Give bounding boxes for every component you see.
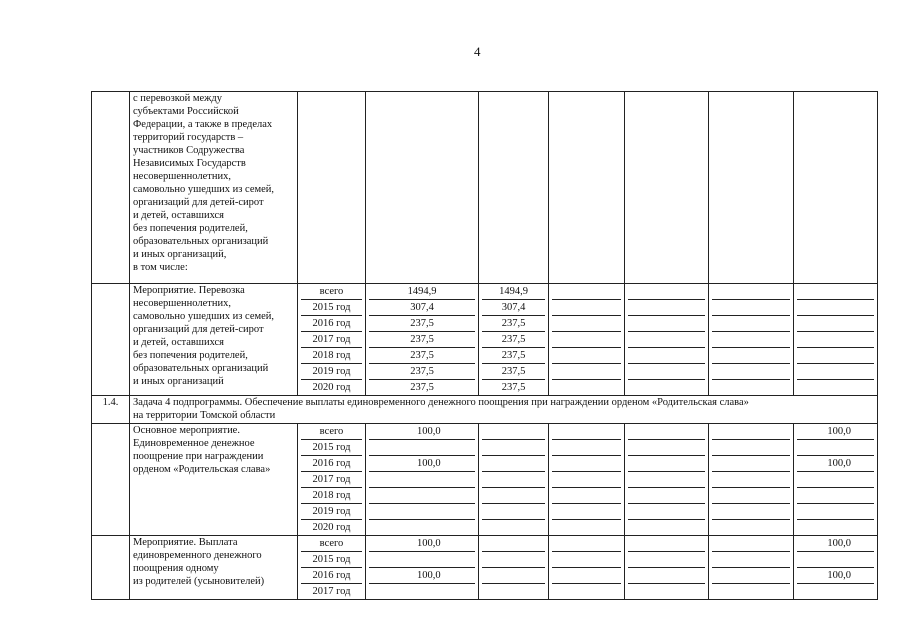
- year-label: 2017 год: [301, 472, 362, 488]
- value-cell: [625, 92, 709, 284]
- value: 100,0: [797, 536, 874, 552]
- table-row: [92, 536, 878, 600]
- value-cell: [366, 92, 479, 284]
- other-sources-cell: [794, 536, 878, 600]
- value: [797, 472, 874, 488]
- empty-cell: [625, 536, 709, 600]
- value: 237,5: [482, 316, 545, 332]
- empty-cell: [479, 424, 549, 536]
- table-row: [92, 284, 878, 396]
- year-label: 2020 год: [312, 382, 351, 393]
- year-label: 2017 год: [312, 586, 351, 597]
- years-cell: [298, 284, 366, 396]
- value: [369, 584, 475, 599]
- year-label: всего: [301, 424, 362, 440]
- value: 100,0: [369, 424, 475, 440]
- task-description-cell: Задача 4 подпрограммы. Обеспечение выплаты единовременного денежного поощрения при награждении орденом «Родительская слава» на территории Томской области: [130, 396, 878, 424]
- description-cell: Мероприятие. Выплата единовременного денежного поощрения одному из родителей (усыновителей): [130, 536, 298, 600]
- value: [369, 504, 475, 520]
- year-label: всего: [301, 284, 362, 300]
- value-cell: [794, 92, 878, 284]
- years-cell: [298, 424, 366, 536]
- value: 100,0: [369, 536, 475, 552]
- year-label: 2019 год: [301, 504, 362, 520]
- value: 237,5: [369, 332, 475, 348]
- value: 237,5: [482, 332, 545, 348]
- empty-cell: [709, 284, 794, 396]
- empty-cell: [794, 284, 878, 396]
- value: 100,0: [797, 424, 874, 440]
- value: [369, 488, 475, 504]
- row-number-cell: [92, 536, 130, 600]
- value: 100,0: [797, 456, 874, 472]
- value: [369, 440, 475, 456]
- description-cell: с перевозкой между субъектами Российской Федерации, а также в пределах территорий государств – участников Содружества Независимых Государств несовершеннолетних, самовольно ушедших из семей, организаций для детей-сирот и детей, оставшихся без попечения родителей, образовательных организаций и иных организаций, в том числе:: [130, 92, 298, 284]
- total-cell: [366, 536, 479, 600]
- value: 100,0: [369, 456, 475, 472]
- description-cell: Мероприятие. Перевозка несовершеннолетних, самовольно ушедших из семей, организаций для детей-сирот и детей, оставшихся без попечения родителей, образовательных организаций и иных организаций: [130, 284, 298, 396]
- empty-cell: [709, 424, 794, 536]
- table-row: [92, 396, 878, 424]
- year-cell: [298, 92, 366, 284]
- value: 237,5: [369, 316, 475, 332]
- years-cell: [298, 536, 366, 600]
- row-number-cell: [92, 424, 130, 536]
- value: 237,5: [482, 364, 545, 380]
- value: [797, 440, 874, 456]
- value: 237,5: [369, 364, 475, 380]
- empty-cell: [549, 424, 625, 536]
- budget-table: [91, 91, 878, 600]
- year-label: всего: [301, 536, 362, 552]
- year-label: 2016 год: [301, 568, 362, 584]
- value: [797, 584, 874, 599]
- value: 1494,9: [482, 284, 545, 300]
- row-number-cell: 1.4.: [92, 396, 130, 424]
- other-sources-cell: [794, 424, 878, 536]
- value: 1494,9: [369, 284, 475, 300]
- value-cell: [549, 92, 625, 284]
- value: 237,5: [501, 382, 526, 393]
- value: 307,4: [369, 300, 475, 316]
- year-label: 2016 год: [301, 456, 362, 472]
- value: [797, 504, 874, 520]
- total-cell: [366, 284, 479, 396]
- value: 100,0: [797, 568, 874, 584]
- value: 100,0: [369, 568, 475, 584]
- year-label: 2018 год: [301, 348, 362, 364]
- page-number: 4: [474, 44, 481, 59]
- value: [797, 488, 874, 504]
- year-label: 2019 год: [301, 364, 362, 380]
- empty-cell: [709, 536, 794, 600]
- description-cell: Основное мероприятие. Единовременное денежное поощрение при награждении орденом «Родительская слава»: [130, 424, 298, 536]
- empty-cell: [625, 284, 709, 396]
- row-number-cell: [92, 284, 130, 396]
- year-label: 2015 год: [301, 300, 362, 316]
- empty-cell: [479, 536, 549, 600]
- value: [369, 472, 475, 488]
- year-label: 2018 год: [301, 488, 362, 504]
- year-label: 2015 год: [301, 440, 362, 456]
- value: 307,4: [482, 300, 545, 316]
- federal-cell: [479, 284, 549, 396]
- year-label: 2016 год: [301, 316, 362, 332]
- value: [369, 520, 475, 535]
- empty-cell: [549, 536, 625, 600]
- value-cell: [479, 92, 549, 284]
- total-cell: [366, 424, 479, 536]
- value-cell: [709, 92, 794, 284]
- table-row: [92, 92, 878, 284]
- value: 237,5: [482, 348, 545, 364]
- value: [797, 552, 874, 568]
- year-label: 2020 год: [312, 522, 351, 533]
- empty-cell: [549, 284, 625, 396]
- value: [369, 552, 475, 568]
- value: 237,5: [369, 348, 475, 364]
- empty-cell: [625, 424, 709, 536]
- year-label: 2017 год: [301, 332, 362, 348]
- row-number-cell: [92, 92, 130, 284]
- table-row: [92, 424, 878, 536]
- value: [797, 520, 874, 535]
- year-label: 2015 год: [301, 552, 362, 568]
- value: 237,5: [410, 382, 434, 393]
